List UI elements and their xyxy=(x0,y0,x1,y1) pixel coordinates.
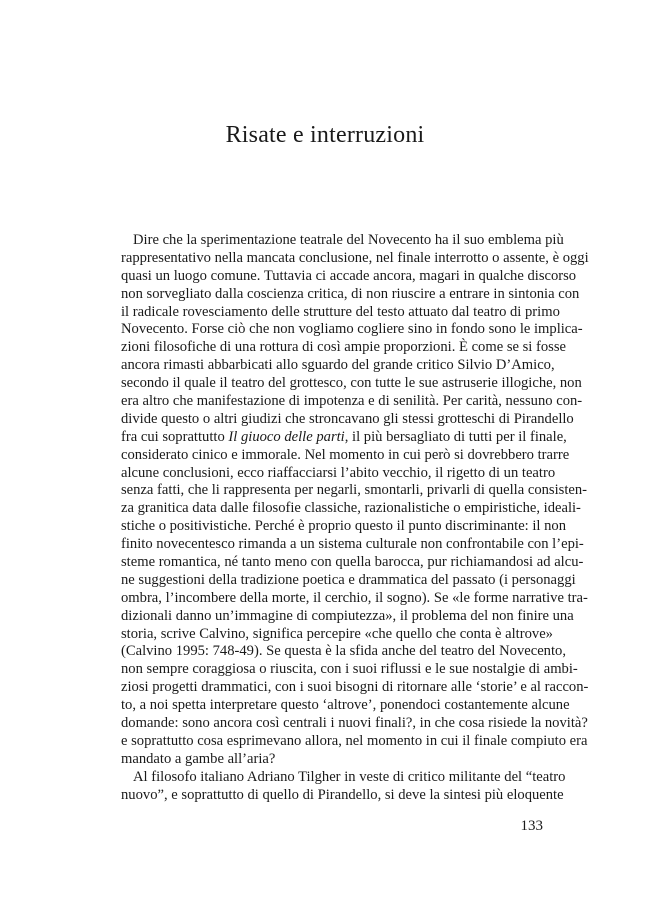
text-segment: , il più bersagliato di tutti per il finale, xyxy=(344,428,567,445)
text-line xyxy=(121,357,555,375)
text-segment: considerato cinico e immorale. Nel momento in cui però si dovrebbero trarre xyxy=(121,446,570,463)
text-segment: alcune conclusioni, ecco riaffacciarsi l’abito vecchio, il rigetto di un teatro xyxy=(121,464,556,481)
text-segment: (Calvino 1995: 748-49). Se questa è la sfida anche del teatro del Novecento, xyxy=(121,643,566,660)
text-line xyxy=(121,697,570,715)
body-text xyxy=(121,232,589,805)
paragraph xyxy=(121,768,566,805)
text-line xyxy=(121,232,564,250)
text-segment: fra cui soprattutto xyxy=(121,428,229,445)
text-line xyxy=(121,607,574,626)
text-line xyxy=(121,375,582,393)
text-line xyxy=(121,751,543,769)
page-number: 133 xyxy=(520,818,543,834)
text-line xyxy=(121,249,589,268)
text-line xyxy=(121,715,588,733)
text-segment: mandato a gambe all’aria? xyxy=(121,750,276,767)
text-line xyxy=(121,339,566,357)
text-line xyxy=(121,679,589,697)
text-line xyxy=(121,285,580,304)
text-segment: domande: sono ancora così centrali i nuovi finali?, in che cosa risiede la novità? xyxy=(121,715,588,732)
text-segment: storia, scrive Calvino, significa percepire «che quello che conta è altrove» xyxy=(121,625,553,642)
text-line xyxy=(121,446,570,465)
text-segment: nuovo”, e soprattutto di quello di Pirandello, si deve la sintesi più eloquente xyxy=(121,786,564,803)
text-line xyxy=(121,410,574,429)
text-segment: quasi un luogo comune. Tuttavia ci accade ancora, magari in qualche discorso xyxy=(121,267,577,284)
text-segment: il radicale rovesciamento delle strutture del testo attuato dal teatro di primo xyxy=(121,303,560,320)
text-segment: za granitica data dalle filosofie classiche, razionalistiche o empiristiche, ideali- xyxy=(121,500,581,517)
text-line xyxy=(121,625,553,644)
text-segment: senza fatti, che li rappresenta per negarli, smontarli, privarli di quella consisten- xyxy=(121,482,588,499)
text-segment: non sorvegliato dalla coscienza critica, di non riuscire a entrare in sintonia con xyxy=(121,285,580,302)
chapter-title: Risate e interruzioni xyxy=(225,122,425,148)
text-segment: Dire che la sperimentazione teatrale del Novecento ha il suo emblema più xyxy=(133,232,564,248)
text-line xyxy=(121,464,556,483)
text-segment: finito novecentesco rimanda a un sistema culturale non confrontabile con l’epi- xyxy=(121,536,584,553)
text-line xyxy=(121,303,560,322)
text-line xyxy=(121,518,567,536)
text-line xyxy=(121,554,584,572)
italic-title-text: Il giuoco delle parti xyxy=(228,428,345,445)
text-segment: divide questo o altri giudizi che stroncavano gli stessi grotteschi di Pirandello xyxy=(121,410,574,427)
text-segment: Novecento. Forse ciò che non vogliamo cogliere sino in fondo sono le implica- xyxy=(121,321,583,338)
text-line xyxy=(121,536,584,554)
text-segment: to, a noi spetta interpretare questo ‘altrove’, ponendoci costantemente alcune xyxy=(121,697,570,714)
text-line xyxy=(121,589,588,608)
text-line xyxy=(121,571,576,590)
text-line xyxy=(121,768,566,787)
text-line xyxy=(121,643,566,661)
text-segment: non sempre coraggiosa o riuscita, con i suoi riflussi e le sue nostalgie di ambi- xyxy=(121,661,578,678)
text-segment: rappresentativo nella mancata conclusione, nel finale interrotto o assente, è oggi xyxy=(121,249,589,266)
text-segment: ancora rimasti abbarbicati allo sguardo del grande critico Silvio D’Amico, xyxy=(121,357,555,374)
text-line xyxy=(121,786,564,805)
text-line xyxy=(121,482,588,500)
text-line xyxy=(121,732,588,751)
text-line xyxy=(121,661,578,679)
text-segment: stiche o positivistiche. Perché è proprio questo il punto discriminante: il non xyxy=(121,518,567,535)
paragraph xyxy=(121,232,589,769)
text-segment: ziosi progetti drammatici, con i suoi bisogni di ritornare alle ‘storie’ e al raccon- xyxy=(121,679,589,696)
text-segment: e soprattutto cosa esprimevano allora, nel momento in cui il finale compiuto era xyxy=(121,732,588,749)
text-line xyxy=(121,428,567,447)
text-segment: ne suggestioni della tradizione poetica e drammatica del passato (i personaggi xyxy=(121,571,576,588)
text-segment: Al filosofo italiano Adriano Tilgher in veste di critico militante del “teatro xyxy=(133,768,566,785)
text-segment: steme romantica, né tanto meno con quella barocca, pur richiamandosi ad alcu- xyxy=(121,554,584,571)
text-line xyxy=(121,500,581,518)
text-segment: ombra, l’incombere della morte, il cerchio, il sogno). Se «le forme narrative tra- xyxy=(121,589,588,606)
text-segment: secondo il quale il teatro del grottesco, con tutte le sue astruserie illogiche, non xyxy=(121,375,582,392)
text-segment: era altro che manifestazione di impotenza e di senilità. Per carità, nessuno con- xyxy=(121,393,583,410)
text-line xyxy=(121,267,577,286)
text-segment: zioni filosofiche di una rottura di così ampie proporzioni. È come se si fosse xyxy=(121,339,566,356)
text-line xyxy=(121,393,583,411)
text-line xyxy=(121,321,583,339)
text-segment: dizionali danno un’immagine di compiutezza», il problema del non finire una xyxy=(121,607,574,624)
